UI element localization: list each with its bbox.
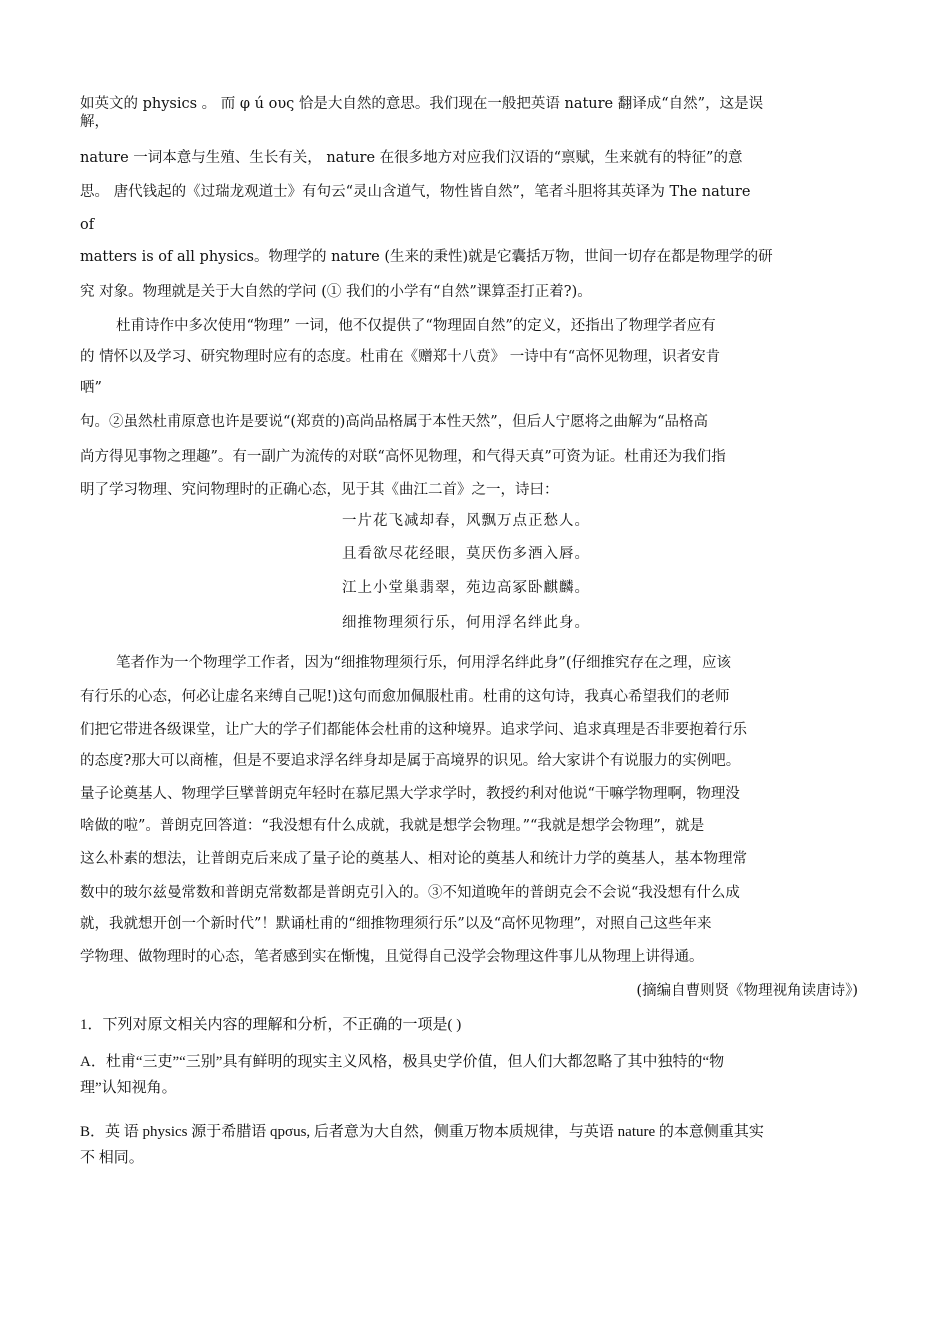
text-line: 哂” (80, 380, 102, 396)
text-line: matters is of all physics。物理学的 nature (生来的秉性)就是它囊括万物，世间一切存在都是物理学的研 (80, 249, 773, 265)
text-line: 就，我就想开创一个新时代”！默诵杜甫的“细推物理须行乐”以及“高怀见物理”，对照自己这些年来 (80, 916, 712, 932)
paragraph-start: 笔者作为一个物理学工作者，因为“细推物理须行乐，何用浮名绊此身”(仔细推究存在之理，应该 (116, 655, 731, 671)
text-line: 解， (80, 114, 109, 130)
poem-line: 且看欲尽花经眼，莫厌伤多酒入唇。 (342, 546, 590, 562)
text-line: 句。②虽然杜甫原意也许是要说“(郑贲的)高尚品格属于本性天然”，但后人宁愿将之曲解为“品格高 (80, 414, 709, 430)
option-a: A．杜甫“三吏”“三别”具有鲜明的现实主义风格，极具史学价值，但人们大都忽略了其中独特的“物 (80, 1054, 725, 1070)
poem-line: 细推物理须行乐，何用浮名绊此身。 (342, 615, 590, 631)
option-b-continued: 不 相同。 (80, 1150, 144, 1166)
text-line: 啥做的啦”。普朗克回答道：“我没想有什么成就，我就是想学会物理。”“我就是想学会物理”，就是 (80, 818, 705, 834)
text-line: 学物理、做物理时的心态，笔者感到实在惭愧，且觉得自己没学会物理这件事儿从物理上讲得通。 (80, 949, 704, 965)
poem-line: 一片花飞减却春，风飘万点正愁人。 (342, 513, 590, 529)
text-line: 们把它带进各级课堂，让广大的学子们都能体会杜甫的这种境界。追求学问、追求真理是否非要抱着行乐 (80, 722, 747, 738)
option-a-continued: 理”认知视角。 (80, 1080, 177, 1096)
option-b: B．英 语 physics 源于希腊语 qpσus, 后者意为大自然，侧重万物本质规律，与英语 nature 的本意侧重其实 (80, 1124, 764, 1140)
text-line: 究 对象。物理就是关于大自然的学问 (① 我们的小学有“自然”课算歪打正着?)。 (80, 284, 592, 300)
text-line: 量子论奠基人、物理学巨擘普朗克年轻时在慕尼黑大学求学时，教授约利对他说“干嘛学物理啊，物理没 (80, 786, 740, 802)
source-citation: (摘编自曹则贤《物理视角读唐诗》) (636, 983, 858, 999)
text-line: 尚方得见事物之理趣”。有一副广为流传的对联“高怀见物理，和气得天真”可资为证。杜甫还为我们指 (80, 449, 726, 465)
poem-line: 江上小堂巢翡翠，苑边高冢卧麒麟。 (342, 580, 590, 596)
text-line: 有行乐的心态，何必让虚名来缚自己呢!)这句而愈加佩服杜甫。杜甫的这句诗，我真心希望我们的老师 (80, 689, 730, 705)
text-line: 如英文的 physics 。 而 φ ú ους 恰是大自然的意思。我们现在一般把英语 nature 翻译成“自然”，这是误 (80, 96, 764, 112)
paragraph-start: 杜甫诗作中多次使用“物理” 一词，他不仅提供了“物理固自然”的定义，还指出了物理学者应有 (116, 318, 716, 334)
text-line: nature 一词本意与生殖、生长有关， nature 在很多地方对应我们汉语的“禀赋，生来就有的特征”的意 (80, 150, 743, 166)
text-line: 的 情怀以及学习、研究物理时应有的态度。杜甫在《赠郑十八贲》 一诗中有“高怀见物理，识者安肯 (80, 349, 721, 365)
text-line: 思。 唐代钱起的《过瑞龙观道士》有句云“灵山含道气，物性皆自然”，笔者斗胆将其英译为 The nature (80, 184, 751, 200)
text-line: 数中的玻尔兹曼常数和普朗克常数都是普朗克引入的。③不知道晚年的普朗克会不会说“我没想有什么成 (80, 885, 740, 901)
text-line: of (80, 217, 95, 233)
text-line: 的态度?那大可以商榷，但是不要追求浮名绊身却是属于高境界的识见。给大家讲个有说服力的实例吧。 (80, 753, 741, 769)
text-line: 这么朴素的想法，让普朗克后来成了量子论的奠基人、相对论的奠基人和统计力学的奠基人，基本物理常 (80, 851, 747, 867)
question-stem: 1．下列对原文相关内容的理解和分析，不正确的一项是( ) (80, 1017, 462, 1033)
text-line: 明了学习物理、究问物理时的正确心态，见于其《曲江二首》之一，诗曰： (80, 482, 559, 498)
